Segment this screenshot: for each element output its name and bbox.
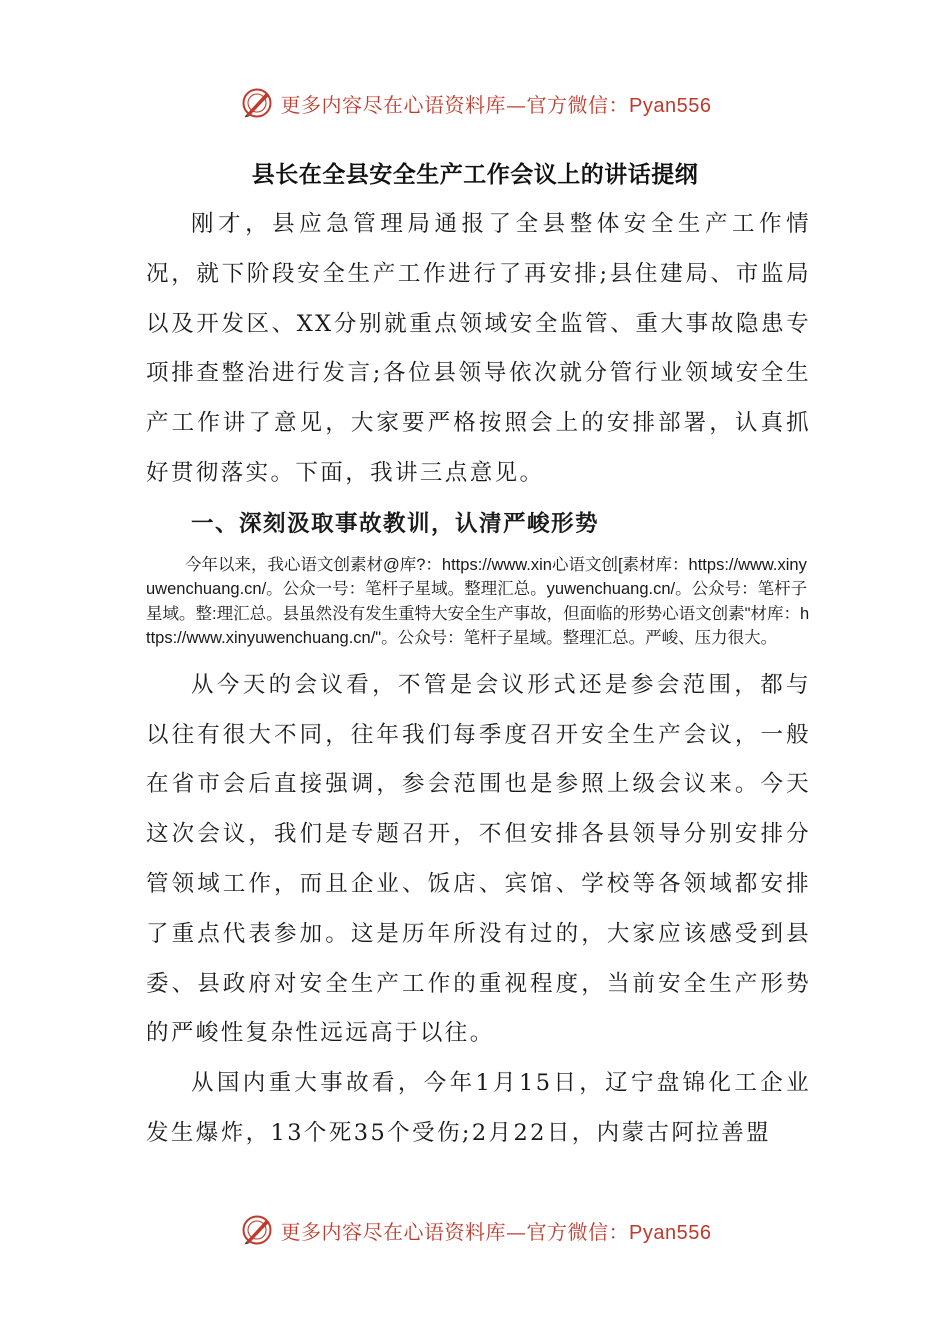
watermark-text: 更多内容尽在心语资料库 (280, 1219, 507, 1244)
watermark-wechat-id: Pyan556 (629, 1221, 712, 1244)
section-heading-1: 一、深刻汲取事故教训，认清严峻形势 (191, 510, 600, 537)
watermark-wechat-label: 官方微信： (526, 1219, 630, 1244)
watermark-separator: — (506, 1219, 527, 1244)
watermark-wechat-label: 官方微信： (526, 92, 630, 117)
watermarked-paragraph: 今年以来，我心语文创素材@库?：https://www.xin心语文创[素材库：https://www.xinyuwenchuang.cn/。公众一号：笔杆子星域。整理汇总。yuwenchuang.cn/。公众号：笔杆子星域。整:理汇总。县虽然没有发生重特大安全生产事故，但面临的形势心语文创素"材库：https://www.xinyuwenchuang.cn/"。公众号：笔杆子星域。整理汇总。严峻、压力很大。 (146, 555, 810, 648)
intro-paragraph: 刚才，县应急管理局通报了全县整体安全生产工作情况，就下阶段安全生产工作进行了再安排;县住建局、市监局以及开发区、XX分别就重点领域安全监管、重大事故隐患专项排查整治进行发言;各位县领导依次就分管行业领域安全生产工作讲了意见，大家要严格按照会上的安排部署，认真抓好贯彻落实。下面，我讲三点意见。 (146, 211, 811, 486)
watermark-text: 更多内容尽在心语资料库 (280, 92, 507, 117)
watermark-wechat-id: Pyan556 (629, 94, 712, 117)
footer-watermark (0, 1205, 950, 1255)
pen-logo-icon (239, 85, 275, 121)
pen-logo-icon (239, 1212, 275, 1248)
header-watermark (0, 78, 950, 128)
document-title: 县长在全县安全生产工作会议上的讲话提纲 (251, 162, 699, 188)
watermark-separator: — (506, 92, 527, 117)
document-body (146, 200, 811, 1159)
body-paragraph-2: 从今天的会议看，不管是会议形式还是参会范围，都与以往有很大不同，往年我们每季度召开安全生产会议，一般在省市会后直接强调，参会范围也是参照上级会议来。今天这次会议，我们是专题召开，不但安排各县领导分别安排分管领域工作，而且企业、饭店、宾馆、学校等各领域都安排了重点代表参加。这是历年所没有过的，大家应该感受到县委、县政府对安全生产工作的重视程度，当前安全生产形势的严峻性复杂性远远高于以往。 (146, 671, 811, 1047)
body-paragraph-3: 从国内重大事故看，今年1月15日，辽宁盘锦化工企业发生爆炸，13个死35个受伤;2月22日，内蒙古阿拉善盟 (146, 1070, 811, 1146)
